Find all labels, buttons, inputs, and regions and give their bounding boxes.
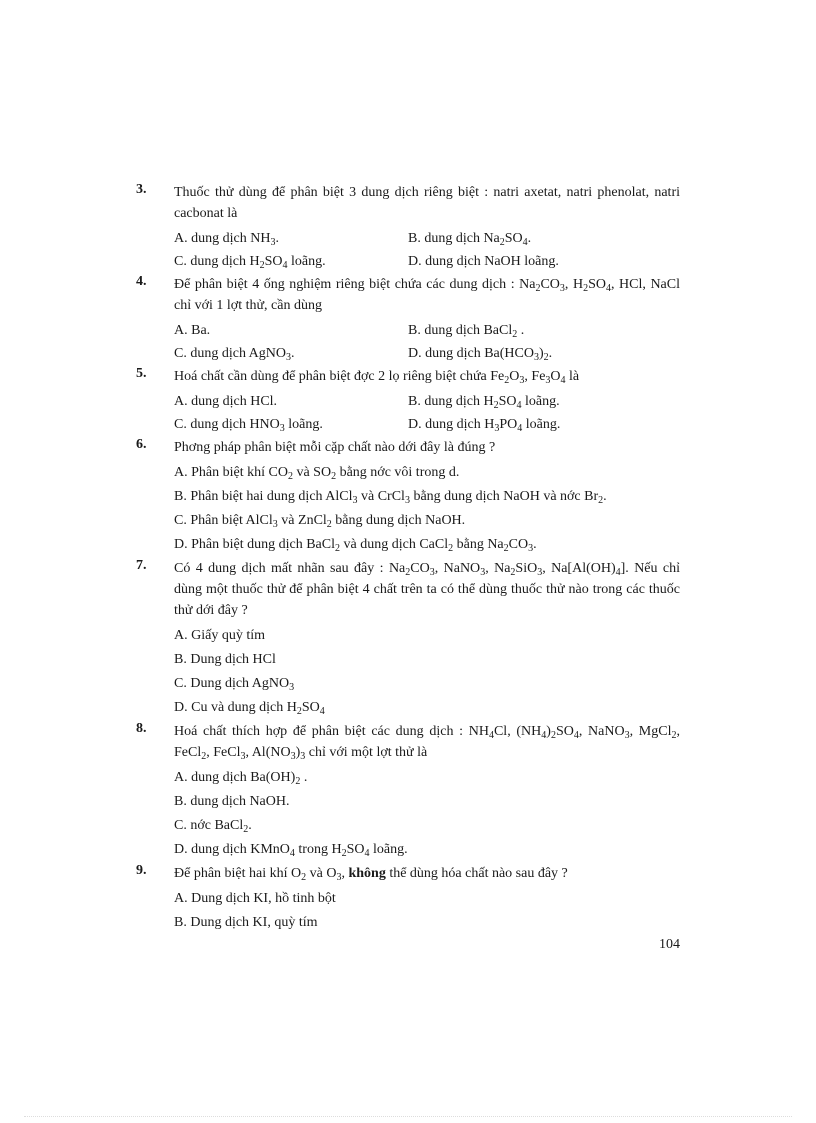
question-8 bbox=[136, 721, 680, 862]
question-stem: Để phân biệt hai khí $O_2$ và $O_3$, không thể dùng hóa chất nào sau đây ? bbox=[174, 866, 568, 883]
answer-option: D. dung dịch $Ba(HCO_3)_2$. bbox=[408, 346, 553, 363]
page-divider bbox=[24, 1116, 792, 1117]
answer-options bbox=[174, 766, 680, 862]
option-row bbox=[174, 390, 680, 413]
answer-option: C. Phân biệt AlCl$_3$ và ZnCl$_2$ bằng dung dịch NaOH. bbox=[174, 513, 466, 530]
answer-option: A. Ba. bbox=[174, 323, 211, 338]
question-3 bbox=[136, 182, 680, 273]
answer-option: D. dung dịch NaOH loãng. bbox=[408, 254, 559, 269]
answer-option: B. Dung dịch HCl bbox=[174, 652, 276, 667]
question-number: 9. bbox=[136, 863, 147, 878]
answer-option: D. dung dịch $H_3PO_4$ loãng. bbox=[408, 417, 561, 434]
answer-option: B. Phân biệt hai dung dịch AlCl$_3$ và CrCl$_3$ bằng dung dịch NaOH và nớc $Br_2$. bbox=[174, 489, 607, 506]
question-4 bbox=[136, 274, 680, 365]
question-number: 3. bbox=[136, 182, 147, 197]
answer-option: D. dung dịch KMnO$_4$ trong $H_2SO_4$ loãng. bbox=[174, 842, 408, 859]
answer-option: B. dung dịch NaOH. bbox=[174, 794, 290, 809]
question-stem: Hoá chất thích hợp để phân biệt các dung dịch : $NH_4Cl$, $(NH_4)_2SO_4$, NaNO$_3$, MgCl$_2$, FeCl$_2$, FeCl$_3$, $Al(NO_3)_3$ chỉ với một lợt thử là bbox=[174, 724, 680, 762]
answer-options bbox=[174, 227, 680, 273]
question-9 bbox=[136, 863, 680, 935]
question-stem: Để phân biệt 4 ống nghiệm riêng biệt chứa các dung dịch : $Na_2CO_3$, $H_2SO_4$, HCl, NaCl chỉ với 1 lợt thử, cần dùng bbox=[174, 277, 680, 313]
question-stem: Có 4 dung dịch mất nhãn sau đây : $Na_2CO_3$, NaNO$_3$, $Na_2SiO_3$, $Na[Al(OH)_4]$. Nếu chỉ dùng một thuốc thử để phân biệt 4 chất trên ta có thể dùng thuốc thử nào trong các thuốc thử dới đây ? bbox=[174, 561, 681, 618]
question-list bbox=[136, 182, 680, 936]
option-row bbox=[174, 342, 680, 365]
question-number: 8. bbox=[136, 721, 147, 736]
answer-option: A. dung dịch $NH_3$. bbox=[174, 231, 279, 248]
answer-options bbox=[174, 319, 680, 365]
question-6 bbox=[136, 437, 680, 557]
answer-option: C. nớc BaCl$_2$. bbox=[174, 818, 252, 835]
answer-options bbox=[174, 461, 680, 557]
question-number: 6. bbox=[136, 437, 147, 452]
answer-option: A. Giấy quỳ tím bbox=[174, 628, 265, 643]
question-stem: Thuốc thử dùng để phân biệt 3 dung dịch riêng biệt : natri axetat, natri phenolat, natri cacbonat là bbox=[174, 185, 680, 221]
answer-option: D. Phân biệt dung dịch BaCl$_2$ và dung dịch CaCl$_2$ bằng $Na_2CO_3$. bbox=[174, 537, 537, 554]
question-stem: Phơng pháp phân biệt mỗi cặp chất nào dới đây là đúng ? bbox=[174, 440, 496, 455]
answer-option: B. Dung dịch KI, quỳ tím bbox=[174, 915, 318, 930]
answer-option: B. dung dịch $Na_2SO_4$. bbox=[408, 231, 532, 248]
option-row bbox=[174, 227, 680, 250]
answer-option: A. dung dịch $Ba(OH)_2$ . bbox=[174, 770, 308, 787]
question-stem: Hoá chất cần dùng để phân biệt đợc 2 lọ riêng biệt chứa $Fe_2O_3$, $Fe_3O_4$ là bbox=[174, 369, 580, 386]
answer-option: C. dung dịch AgNO$_3$. bbox=[174, 346, 295, 363]
answer-option: A. Dung dịch KI, hồ tinh bột bbox=[174, 891, 336, 906]
option-row bbox=[174, 250, 680, 273]
answer-option: D. Cu và dung dịch $H_2SO_4$ bbox=[174, 700, 325, 717]
page-number: 104 bbox=[659, 937, 680, 952]
option-row bbox=[174, 413, 680, 436]
answer-options bbox=[174, 624, 680, 720]
question-7 bbox=[136, 558, 680, 720]
answer-options bbox=[174, 390, 680, 436]
answer-option: B. dung dịch $H_2SO_4$ loãng. bbox=[408, 394, 560, 411]
question-number: 5. bbox=[136, 366, 147, 381]
answer-options bbox=[174, 887, 680, 935]
answer-option: C. Dung dịch AgNO$_3$ bbox=[174, 676, 295, 693]
answer-option: A. Phân biệt khí $CO_2$ và $SO_2$ bằng nớc vôi trong d. bbox=[174, 465, 460, 482]
question-number: 4. bbox=[136, 274, 147, 289]
answer-option: C. dung dịch $H_2SO_4$ loãng. bbox=[174, 254, 326, 271]
option-row bbox=[174, 319, 680, 342]
question-number: 7. bbox=[136, 558, 147, 573]
answer-option: C. dung dịch $HNO_3$ loãng. bbox=[174, 417, 323, 434]
question-5 bbox=[136, 366, 680, 436]
answer-option: B. dung dịch BaCl$_2$ . bbox=[408, 323, 525, 340]
answer-option: A. dung dịch HCl. bbox=[174, 394, 278, 409]
